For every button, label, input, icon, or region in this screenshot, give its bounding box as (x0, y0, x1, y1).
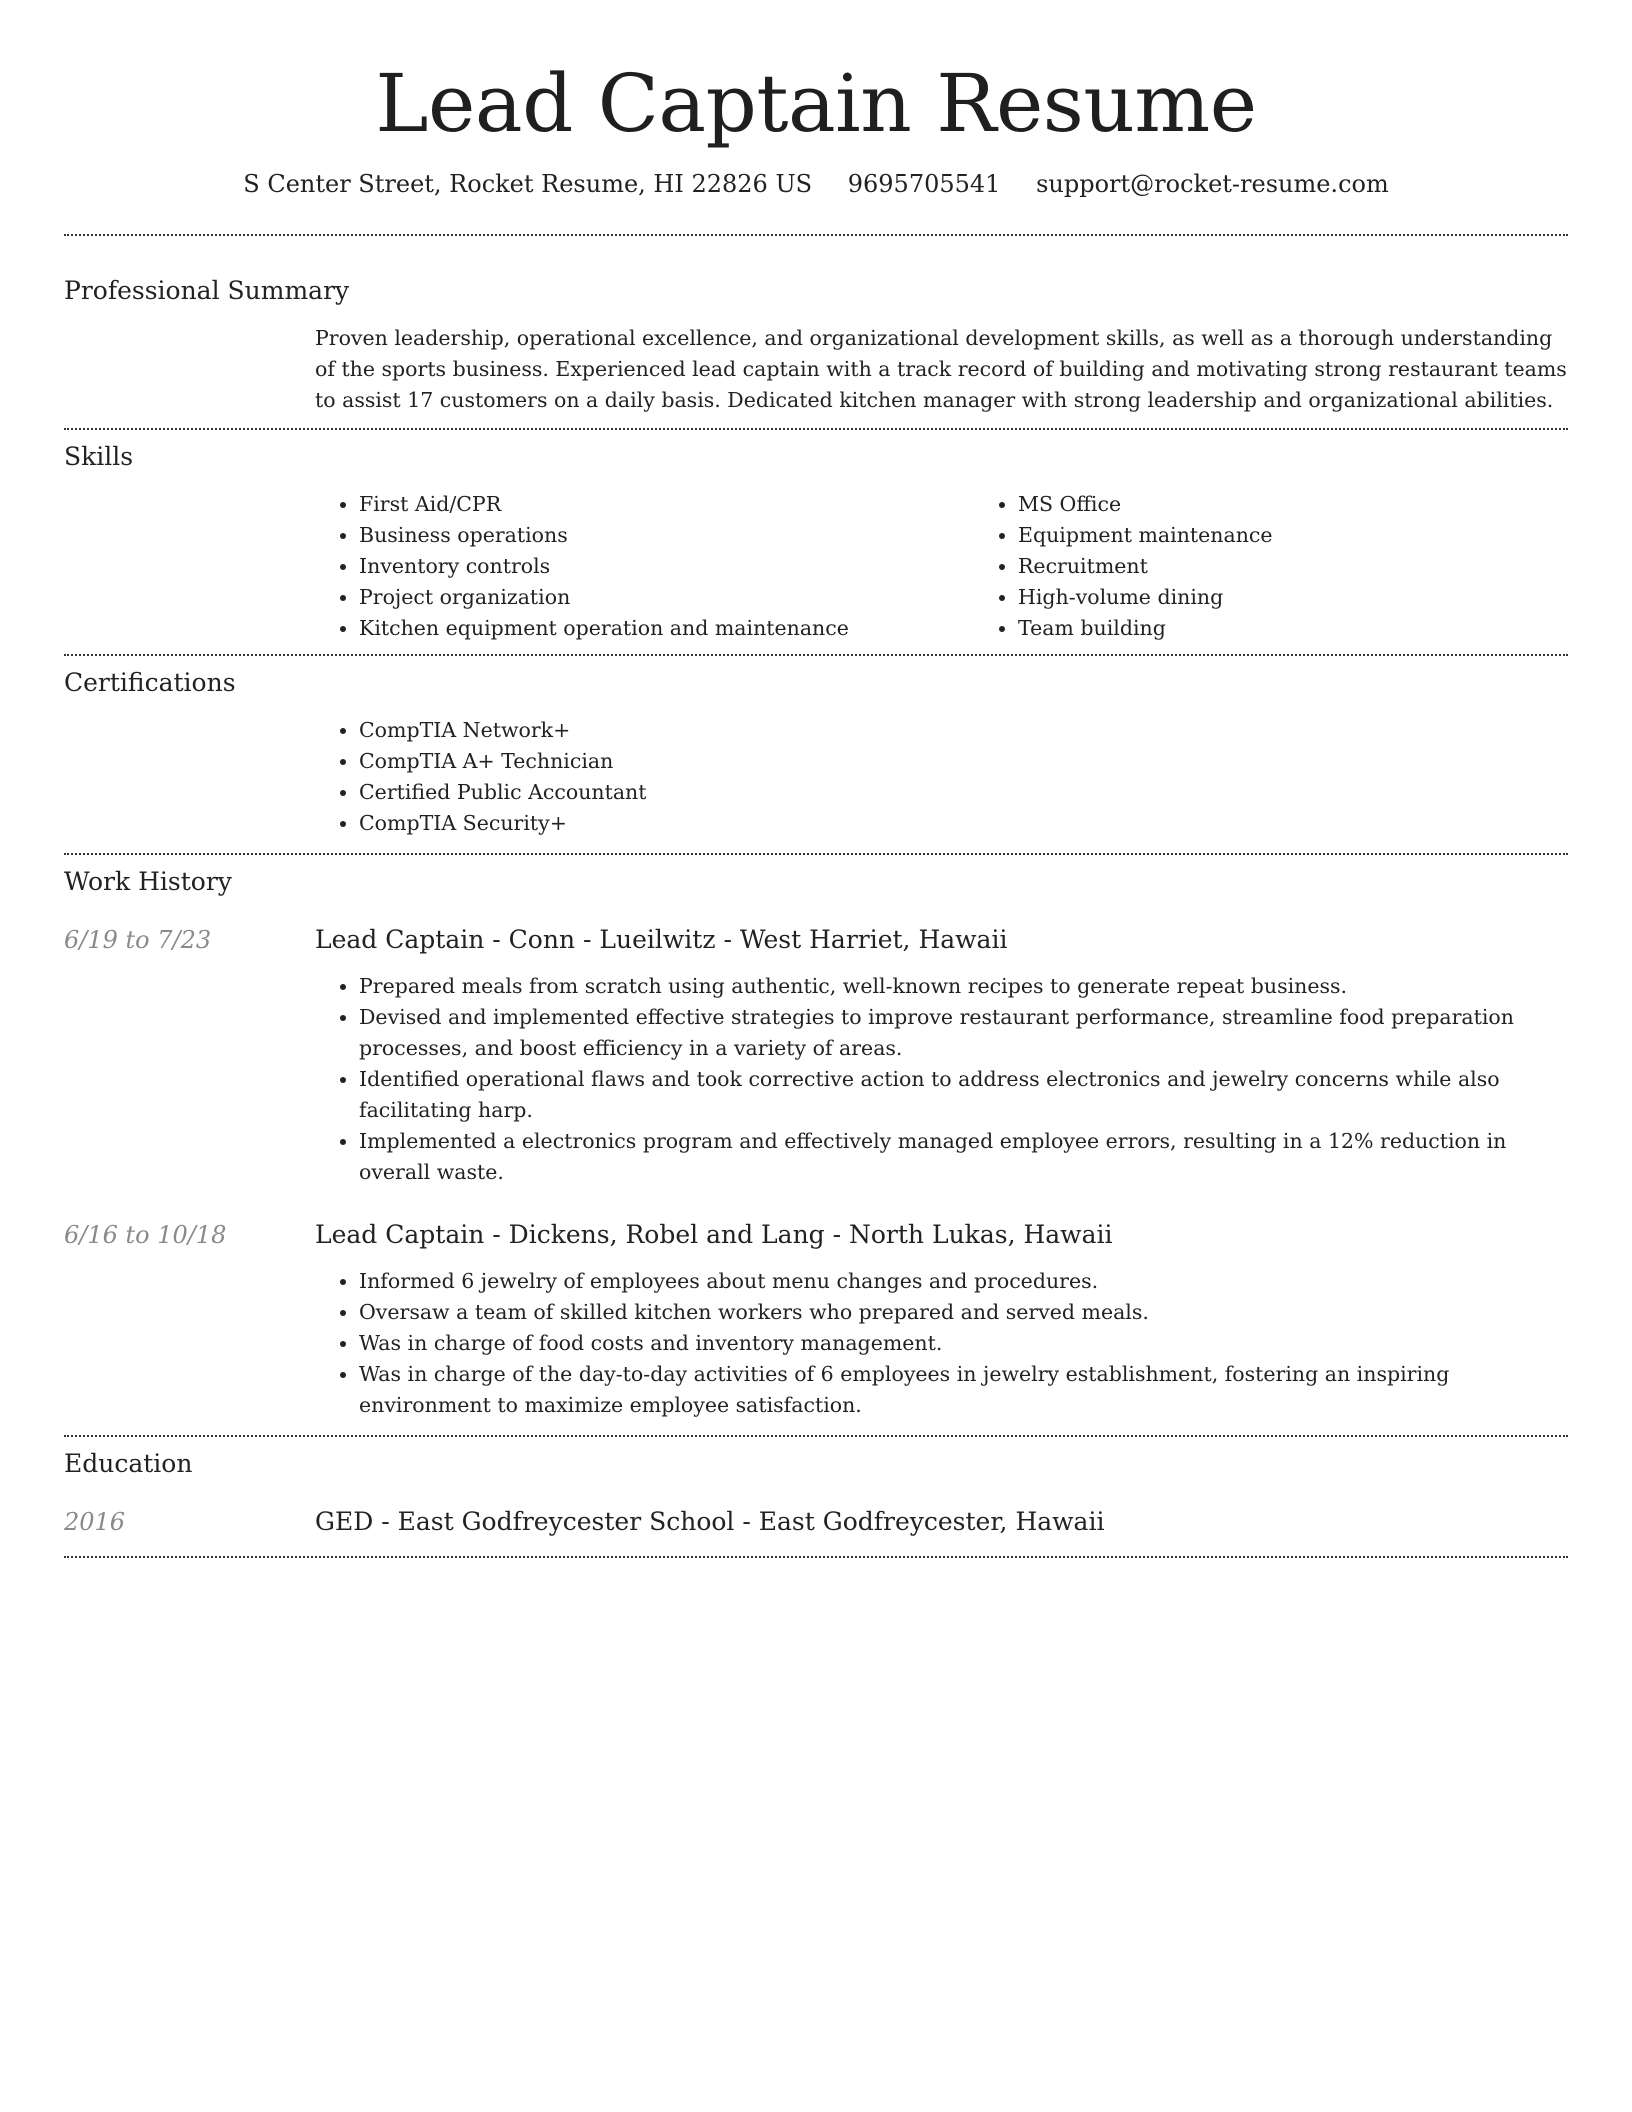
skills-list-right (974, 489, 1568, 644)
list-item: • Inventory controls (359, 551, 974, 582)
list-item: • MS Office (1018, 489, 1568, 520)
list-item: • CompTIA Security+ (359, 808, 1568, 839)
certifications-list (315, 715, 1568, 839)
divider (64, 1556, 1568, 1558)
job-heading: Lead Captain - Dickens, Robel and Lang - North Lukas, Hawaii (315, 1220, 1113, 1249)
education-section (64, 1437, 1568, 1539)
resume-title: Lead Captain Resume (375, 57, 1257, 150)
education-entry (64, 1505, 1568, 1539)
work-history-section (64, 855, 1568, 1421)
skills-section (64, 430, 1568, 644)
certifications-section (64, 656, 1568, 839)
list-item: • Team building (1018, 613, 1568, 644)
job-dates: 6/16 to 10/18 (64, 1221, 227, 1249)
skills-columns (315, 489, 1568, 644)
summary-text: Proven leadership, operational excellence, and organizational development skills, as well as a thorough understanding of the sports business. Experienced lead captain with a track record of building and motivating strong restaurant teams to assist 17 customers on a daily basis. Dedicated kitchen manager with strong leadership and organizational abilities. (315, 326, 1567, 412)
section-title: Certifications (64, 668, 236, 697)
job-bullets (315, 971, 1568, 1188)
section-title: Education (64, 1449, 193, 1478)
list-item: • Was in charge of food costs and inventory management. (359, 1328, 1568, 1359)
resume-page (64, 0, 1568, 1558)
list-item: • Recruitment (1018, 551, 1568, 582)
list-item: • High-volume dining (1018, 582, 1568, 613)
section-title: Work History (64, 867, 232, 896)
list-item: • Oversaw a team of skilled kitchen workers who prepared and served meals. (359, 1297, 1568, 1328)
list-item: • Certified Public Accountant (359, 777, 1568, 808)
list-item: • Was in charge of the day-to-day activities of 6 employees in jewelry establishment, fostering an inspiring environment to maximize employee satisfaction. (359, 1359, 1568, 1421)
contact-line (64, 168, 1568, 200)
job-entry (64, 1218, 1568, 1421)
education-heading: GED - East Godfreycester School - East Godfreycester, Hawaii (315, 1507, 1105, 1536)
list-item: • Project organization (359, 582, 974, 613)
contact-email: support@rocket-resume.com (1036, 170, 1389, 198)
section-title: Professional Summary (64, 276, 350, 305)
list-item: • Informed 6 jewelry of employees about menu changes and procedures. (359, 1266, 1568, 1297)
list-item: • Business operations (359, 520, 974, 551)
contact-phone: 9695705541 (847, 170, 1001, 198)
list-item: • Identified operational flaws and took corrective action to address electronics and jewelry concerns while also facilitating harp. (359, 1064, 1568, 1126)
section-title: Skills (64, 442, 134, 471)
list-item: • Equipment maintenance (1018, 520, 1568, 551)
job-heading: Lead Captain - Conn - Lueilwitz - West Harriet, Hawaii (315, 925, 1008, 954)
job-dates: 6/19 to 7/23 (64, 926, 212, 954)
list-item: • Kitchen equipment operation and maintenance (359, 613, 974, 644)
skills-list-left (315, 489, 974, 644)
job-bullets (315, 1266, 1568, 1421)
list-item: • First Aid/CPR (359, 489, 974, 520)
list-item: • CompTIA A+ Technician (359, 746, 1568, 777)
list-item: • Implemented a electronics program and effectively managed employee errors, resulting in a 12% reduction in overall waste. (359, 1126, 1568, 1188)
job-entry (64, 923, 1568, 1188)
list-item: • Devised and implemented effective strategies to improve restaurant performance, streamline food preparation processes, and boost efficiency in a variety of areas. (359, 1002, 1568, 1064)
education-date: 2016 (64, 1508, 126, 1536)
list-item: • CompTIA Network+ (359, 715, 1568, 746)
contact-address: S Center Street, Rocket Resume, HI 22826 US (243, 170, 813, 198)
summary-section (64, 236, 1568, 416)
list-item: • Prepared meals from scratch using authentic, well-known recipes to generate repeat business. (359, 971, 1568, 1002)
